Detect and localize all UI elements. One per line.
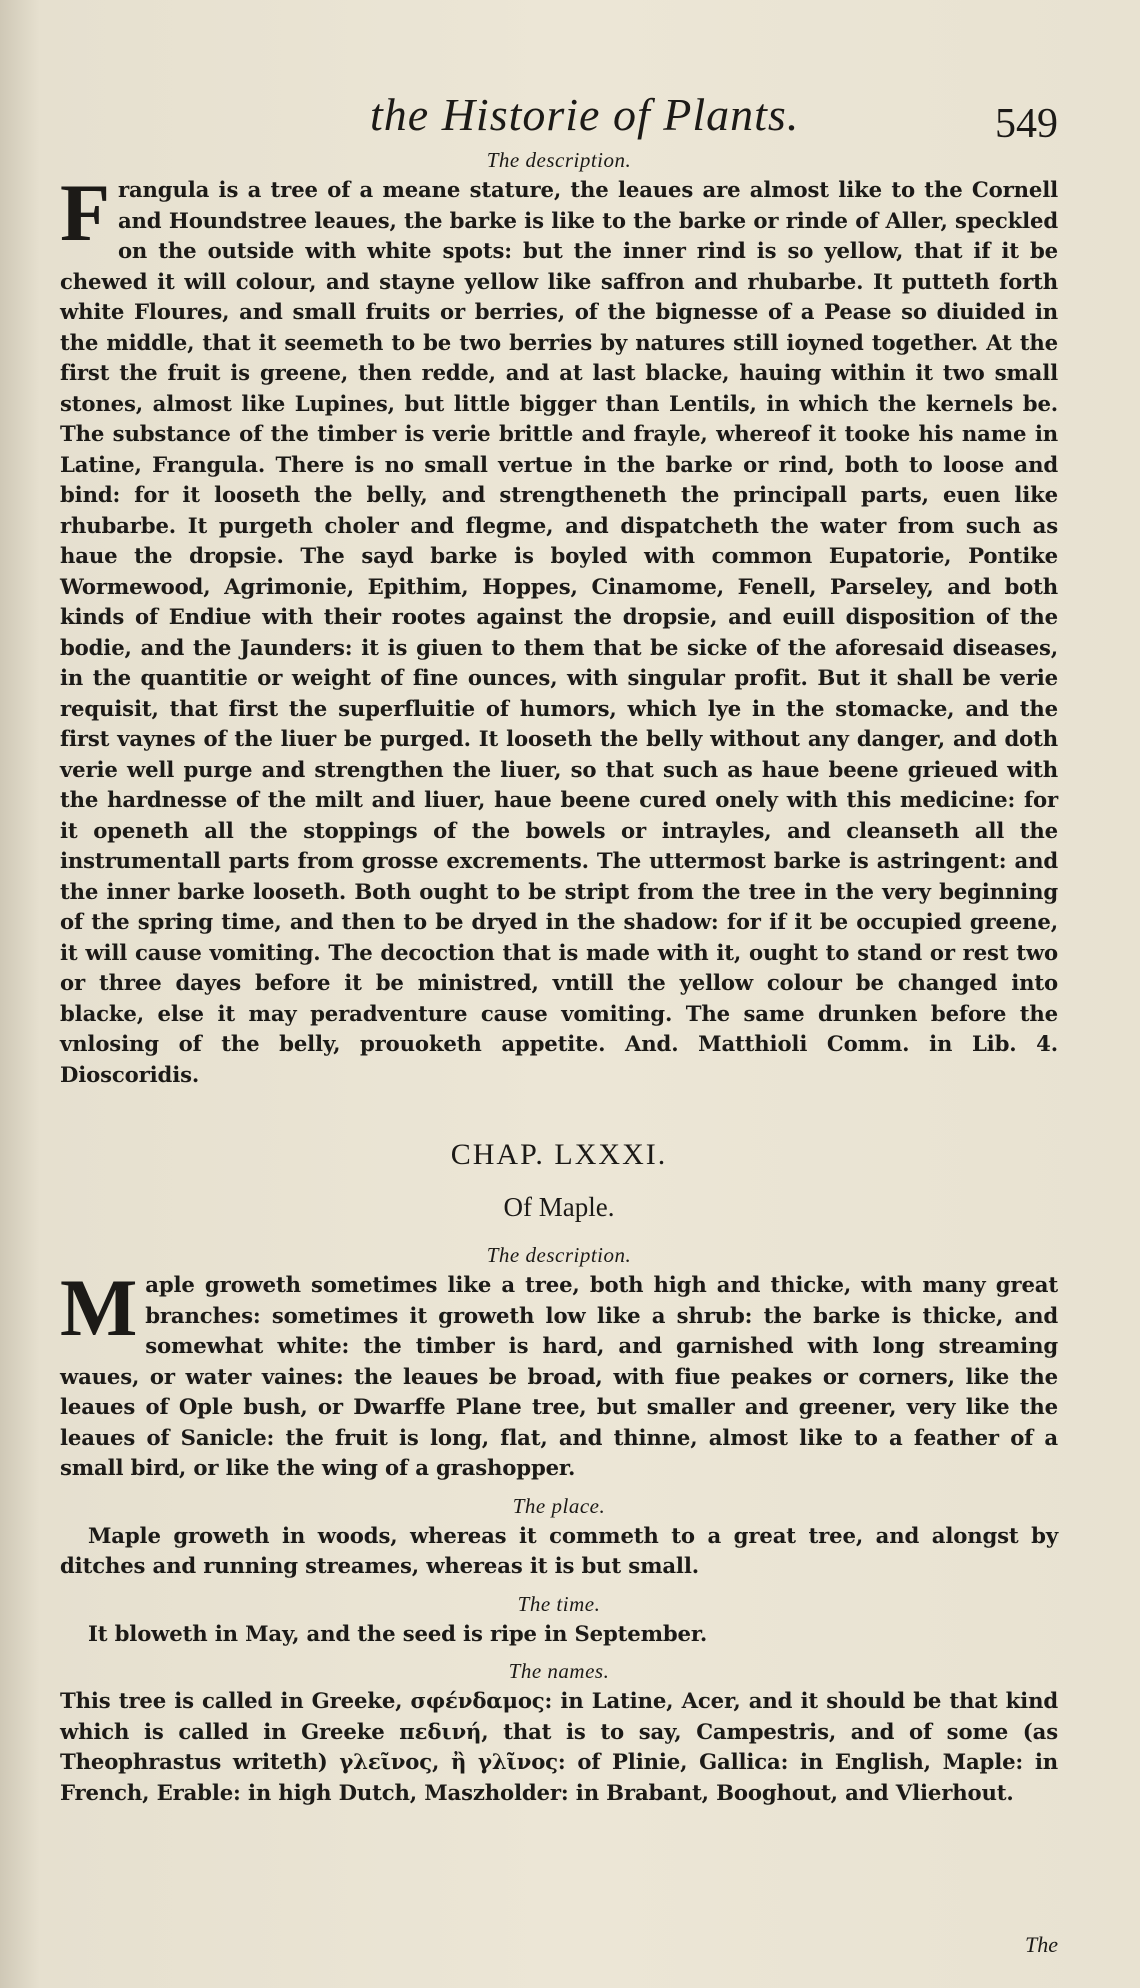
running-title: the Historie of Plants. [370, 89, 800, 140]
chapter-title: Of Maple. [503, 1192, 615, 1222]
drop-capital: F [60, 167, 110, 258]
maple-time-paragraph: It bloweth in May, and the seed is ripe in September. [88, 1620, 708, 1646]
section-subhead-description: The description. [486, 148, 632, 172]
page-number: 549 [995, 101, 1058, 147]
section-subhead-description: The description. [486, 1243, 632, 1267]
maple-description-paragraph [60, 1262, 1058, 1484]
running-head [60, 60, 1058, 147]
catchword: The [1025, 1932, 1058, 1957]
section-subhead-time: The time. [517, 1591, 601, 1616]
drop-capital: M [60, 1262, 138, 1353]
section-subhead-place: The place. [512, 1493, 606, 1518]
maple-place-paragraph: Maple groweth in woods, whereas it commeth to a great tree, and alongst by ditches and running streames, whereas it is but small. [60, 1522, 1058, 1578]
chapter-heading: CHAP. LXXXI. [450, 1138, 668, 1171]
maple-names-paragraph: This tree is called in Greeke, σφένδαμος: in Latine, Acer, and it should be that kind which is called in Greeke πεδινή, that is to say, Campestris, and of some (as Theophrastus writeth) γλεῖνος, ἢ γλῖνος: of Plinie, Gallica: in English, Maple: in French, Erable: in high Dutch, Maszholder: in Brabant, Booghout, and Vlierhout. [60, 1688, 1058, 1805]
maple-description-text: aple groweth sometimes like a tree, both high and thicke, with many great branches: sometimes it groweth low like a shrub: the barke is thicke, and somewhat white: the timber is hard, and garnished with long streaming waues, or water vaines: the leaues be broad, with fiue peakes or corners, like the leaues of Ople bush, or Dwarffe Plane tree, but smaller and greener, very like the leaues of Sanicle: the fruit is long, flat, and thinne, almost like to a feather of a small bird, or like the wing of a grashopper. [60, 1272, 1058, 1480]
section-subhead-names: The names. [508, 1659, 610, 1683]
frangula-description-text: rangula is a tree of a meane stature, the leaues are almost like to the Cornell and Houndstree leaues, the barke is like to the barke or rinde of Aller, speckled on the outside with white spots: but the inner rind is so yellow, that if it be chewed it will colour, and stayne yellow like saffron and rhubarbe. It putteth forth white Floures, and small fruits or berries, of the bignesse of a Pease so diuided in the middle, that it seemeth to be two berries by natures still ioyned together. At the first the fruit is greene, then redde, and at last blacke, hauing within it two small stones, almost like Lupines, but little bigger than Lentils, in which the kernels be. The substance of the timber is verie brittle and frayle, whereof it tooke his name in Latine, Frangula. There is no small vertue in the barke or rind, both to loose and bind: for it looseth the belly, and strengtheneth the principall parts, euen like rhubarbe. It purgeth choler and flegme, and dispatcheth the water from such as haue the dropsie. The sayd barke is boyled with common Eupatorie, Pontike Wormewood, Agrimonie, Epithim, Hoppes, Cinamome, Fenell, Parseley, and both kinds of Endiue with their rootes against the dropsie, and euill disposition of the bodie, and the Jaunders: it is giuen to them that be sicke of the aforesaid diseases, in the quantitie or weight of fine ounces, with singular profit. But it shall be verie requisit, that first the superfluitie of humors, which lye in the stomacke, and the first vaynes of the liuer be purged. It looseth the belly without any danger, and doth verie well purge and strengthen the liuer, so that such as haue beene grieued with the hardnesse of the milt and liuer, haue beene cured onely with this medicine: for it openeth all the stoppings of the bowels or intrayles, and cleanseth all the instrumentall parts from grosse excrements. The uttermost barke is astringent: and the inner barke looseth. Both ought to be stript from the tree in the very beginning of the spring time, and then to be dryed in the shadow: for if it be occupied greene, it will cause vomiting. The decoction that is made with it, ought to stand or rest two or three dayes before it be ministred, vntill the yellow colour be changed into blacke, else it may peradventure cause vomiting. The same drunken before the vnlosing of the belly, prouoketh appetite. And. Matthioli Comm. in Lib. 4. Dioscoridis. [60, 177, 1058, 1087]
frangula-description-paragraph [60, 167, 1058, 1090]
